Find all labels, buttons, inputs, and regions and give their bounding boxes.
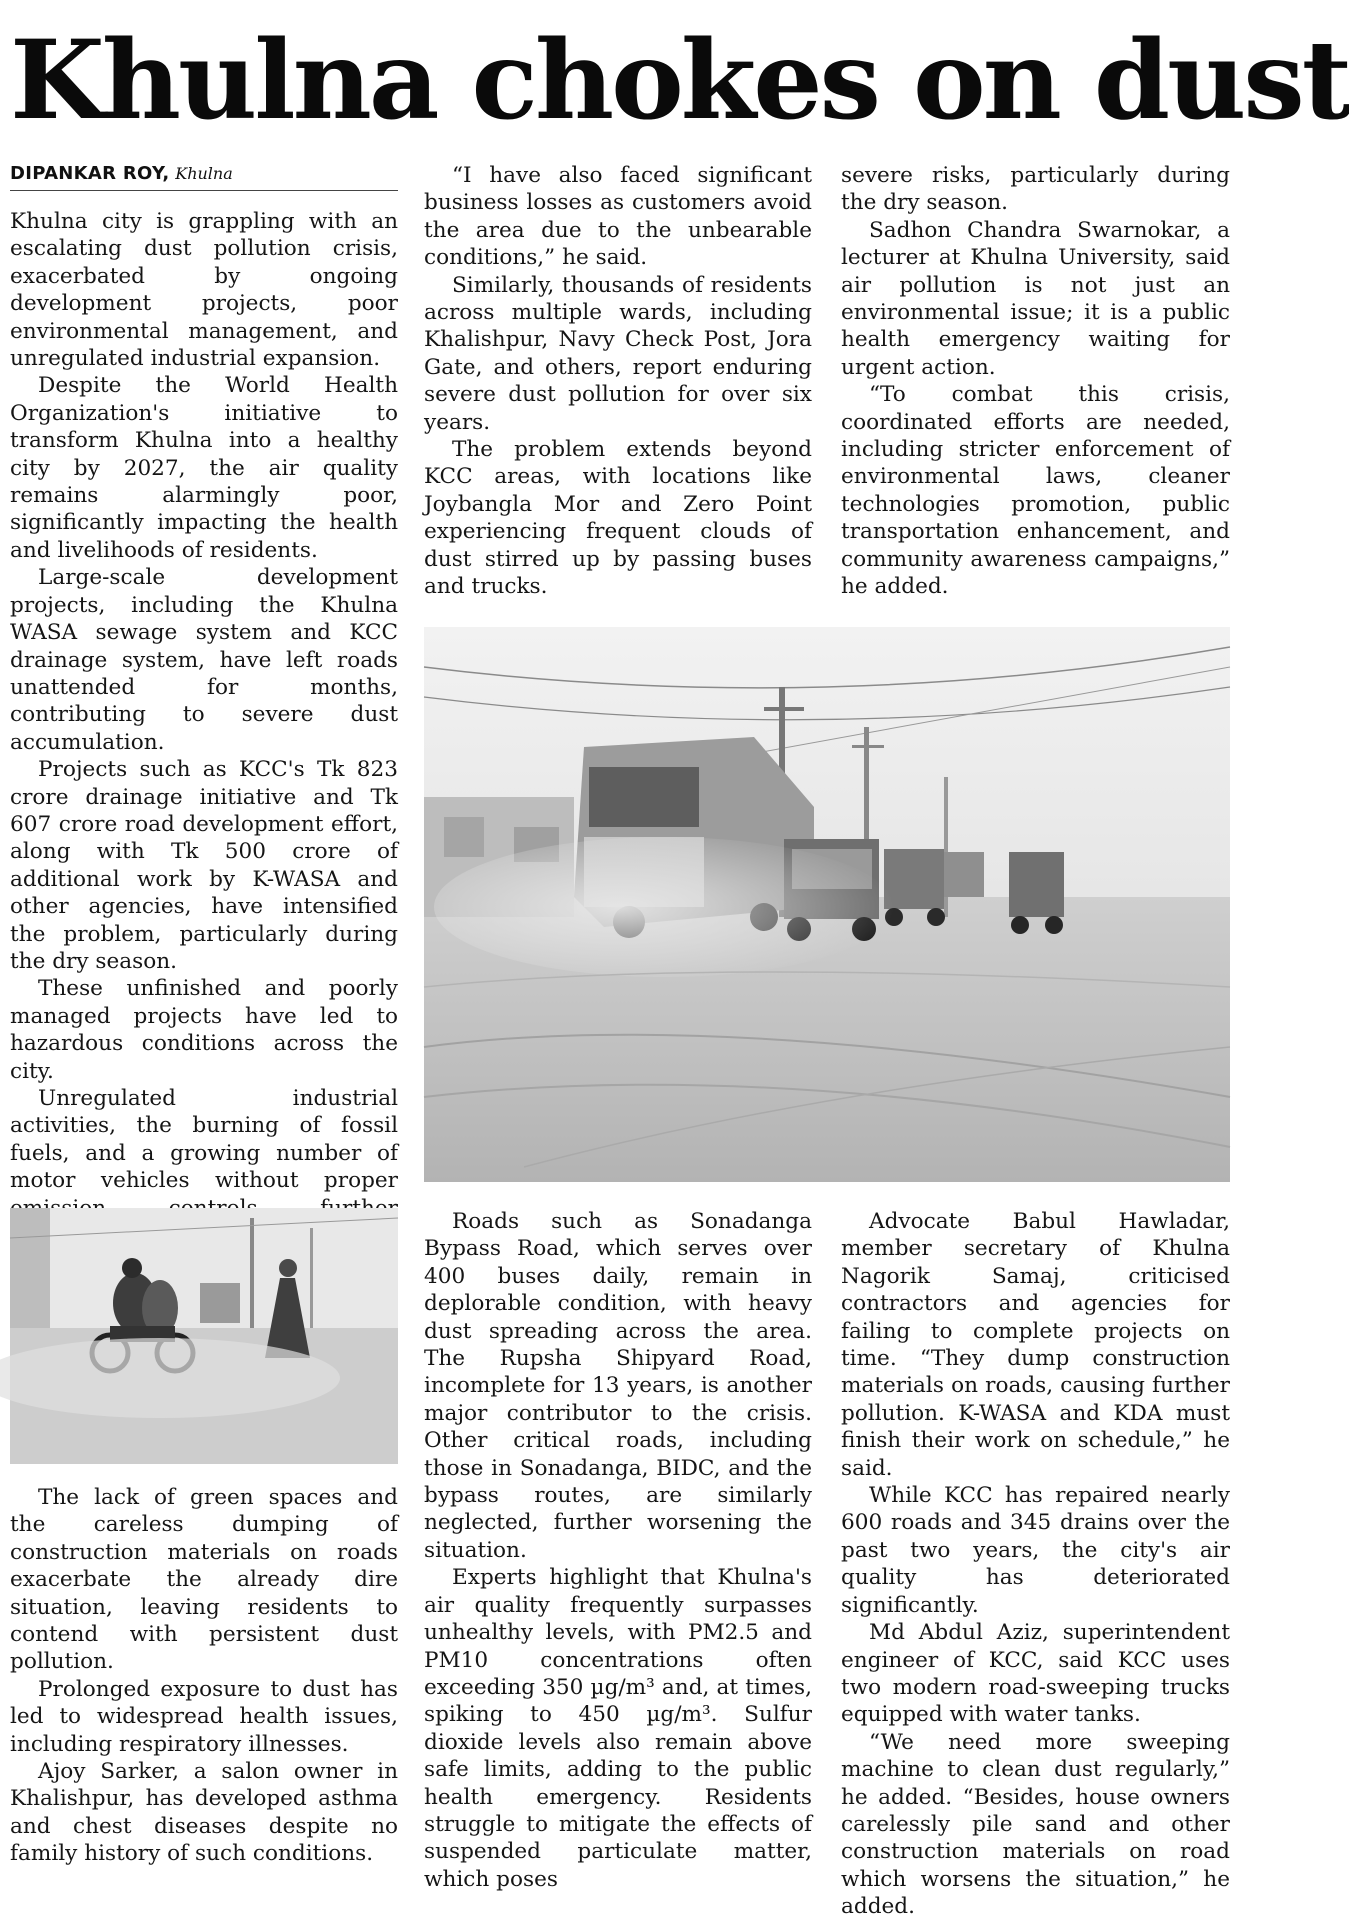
column-3-top — [841, 162, 1230, 601]
paragraph: Khulna city is grappling with an escalating dust pollution crisis, exacerbated by ongoing development projects, poor environmental management, and unregulated industrial expansion. — [10, 209, 398, 372]
headline: Khulna chokes on dust — [10, 16, 1349, 144]
paragraph: Ajoy Sarker, a salon owner in Khalishpur, has developed asthma and chest diseases despite no family history of such conditions. — [10, 1759, 398, 1867]
main-photo — [424, 627, 1230, 1182]
byline-author: DIPANKAR ROY, — [10, 163, 170, 184]
paragraph: While KCC has repaired nearly 600 roads and 345 drains over the past two years, the city's air quality has deteriorated significantly. — [841, 1483, 1230, 1618]
dusty-road-image — [424, 627, 1230, 1182]
motorcycle-dust-image — [10, 1208, 398, 1464]
paragraph: These unfinished and poorly managed projects have led to hazardous conditions across the city. — [10, 976, 398, 1084]
column-2-bottom — [424, 1208, 812, 1893]
paragraph: Experts highlight that Khulna's air quality frequently surpasses unhealthy levels, with PM2.5 and PM10 concentrations often exceeding 350 µg/m³ and, at times, spiking to 450 µg/m³. Sulfur dioxide levels also remain above safe limits, adding to the public health emergency. Residents struggle to mitigate the effects of suspended particulate matter, which poses — [424, 1565, 812, 1892]
byline-location: Khulna — [175, 164, 233, 183]
paragraph: Unregulated industrial activities, the burning of fossil fuels, and a growing number of motor vehicles without proper — [10, 1086, 398, 1194]
paragraph: Projects such as KCC's Tk 823 crore drainage initiative and Tk 607 crore road development effort, along with Tk 500 crore of additional work by K-WASA and other agencies, have intensified the problem, particularly during the dry season. — [10, 757, 398, 974]
paragraph: Roads such as Sonadanga Bypass Road, which serves over 400 buses daily, remain in deplorable condition, with heavy dust spreading across the area. The Rupsha Shipyard Road, incomplete for 13 years, is another major contributor to the crisis. Other critical roads, including those in Sonadanga, BIDC, and the bypass routes, are similarly neglected, further worsening the situation. — [424, 1209, 812, 1563]
column-1-bottom — [10, 1484, 398, 1868]
paragraph: “We need more sweeping machine to clean dust regularly,” he added. “Besides, house owners carelessly pile sand and other construction materials on road which worsens the situation,” he added. — [841, 1729, 1230, 1920]
byline — [10, 162, 398, 191]
paragraph: Prolonged exposure to dust has led to widespread health issues, including respiratory illnesses. — [10, 1676, 398, 1757]
column-2-top — [424, 162, 812, 601]
paragraph: The lack of green spaces and the careless dumping of construction materials on roads exacerbate the already dire situation, leaving residents to contend with persistent dust pollution. — [10, 1485, 398, 1675]
paragraph: Large-scale development projects, including the Khulna WASA sewage system and KCC drainage system, have left roads unattended for months, contributing to severe dust accumulation. — [10, 565, 398, 755]
secondary-photo — [10, 1208, 398, 1464]
paragraph: Advocate Babul Hawladar, member secretary of Khulna Nagorik Samaj, criticised contractors and agencies for failing to complete projects on time. “They dump construction materials on roads, causing further pollution. K-WASA and KDA must finish their work on schedule,” he said. — [841, 1209, 1230, 1481]
paragraph: Despite the World Health Organization's initiative to transform Khulna into a healthy city by 2027, the air quality remains alarmingly poor, significantly impacting the health and livelihoods of residents. — [10, 373, 398, 563]
paragraph: Sadhon Chandra Swarnokar, a lecturer at Khulna University, said air pollution is not just an environmental issue; it is a public health emergency waiting for urgent action. — [841, 217, 1230, 380]
paragraph: Similarly, thousands of residents across multiple wards, including Khalishpur, Navy Check Post, Jora Gate, and others, report enduring severe dust pollution for over six years. — [424, 272, 812, 435]
auto-rickshaw — [944, 852, 984, 897]
paragraph: “To combat this crisis, coordinated efforts are needed, including stricter enforcement of environmental laws, cleaner technologies promotion, public transportation enhancement, and community awareness campaigns,” he added. — [841, 382, 1230, 600]
paragraph: Md Abdul Aziz, superintendent engineer of KCC, said KCC uses two modern road-sweeping trucks equipped with water tanks. — [841, 1620, 1230, 1728]
column-1-top — [10, 208, 398, 1249]
paragraph: severe risks, particularly during the dry season. — [841, 163, 1230, 216]
column-3-bottom — [841, 1208, 1230, 1921]
paragraph: “I have also faced significant business losses as customers avoid the area due to the unbearable conditions,” he said. — [424, 163, 812, 271]
paragraph: The problem extends beyond KCC areas, with locations like Joybangla Mor and Zero Point experiencing frequent clouds of dust stirred up by passing buses and trucks. — [424, 437, 812, 600]
